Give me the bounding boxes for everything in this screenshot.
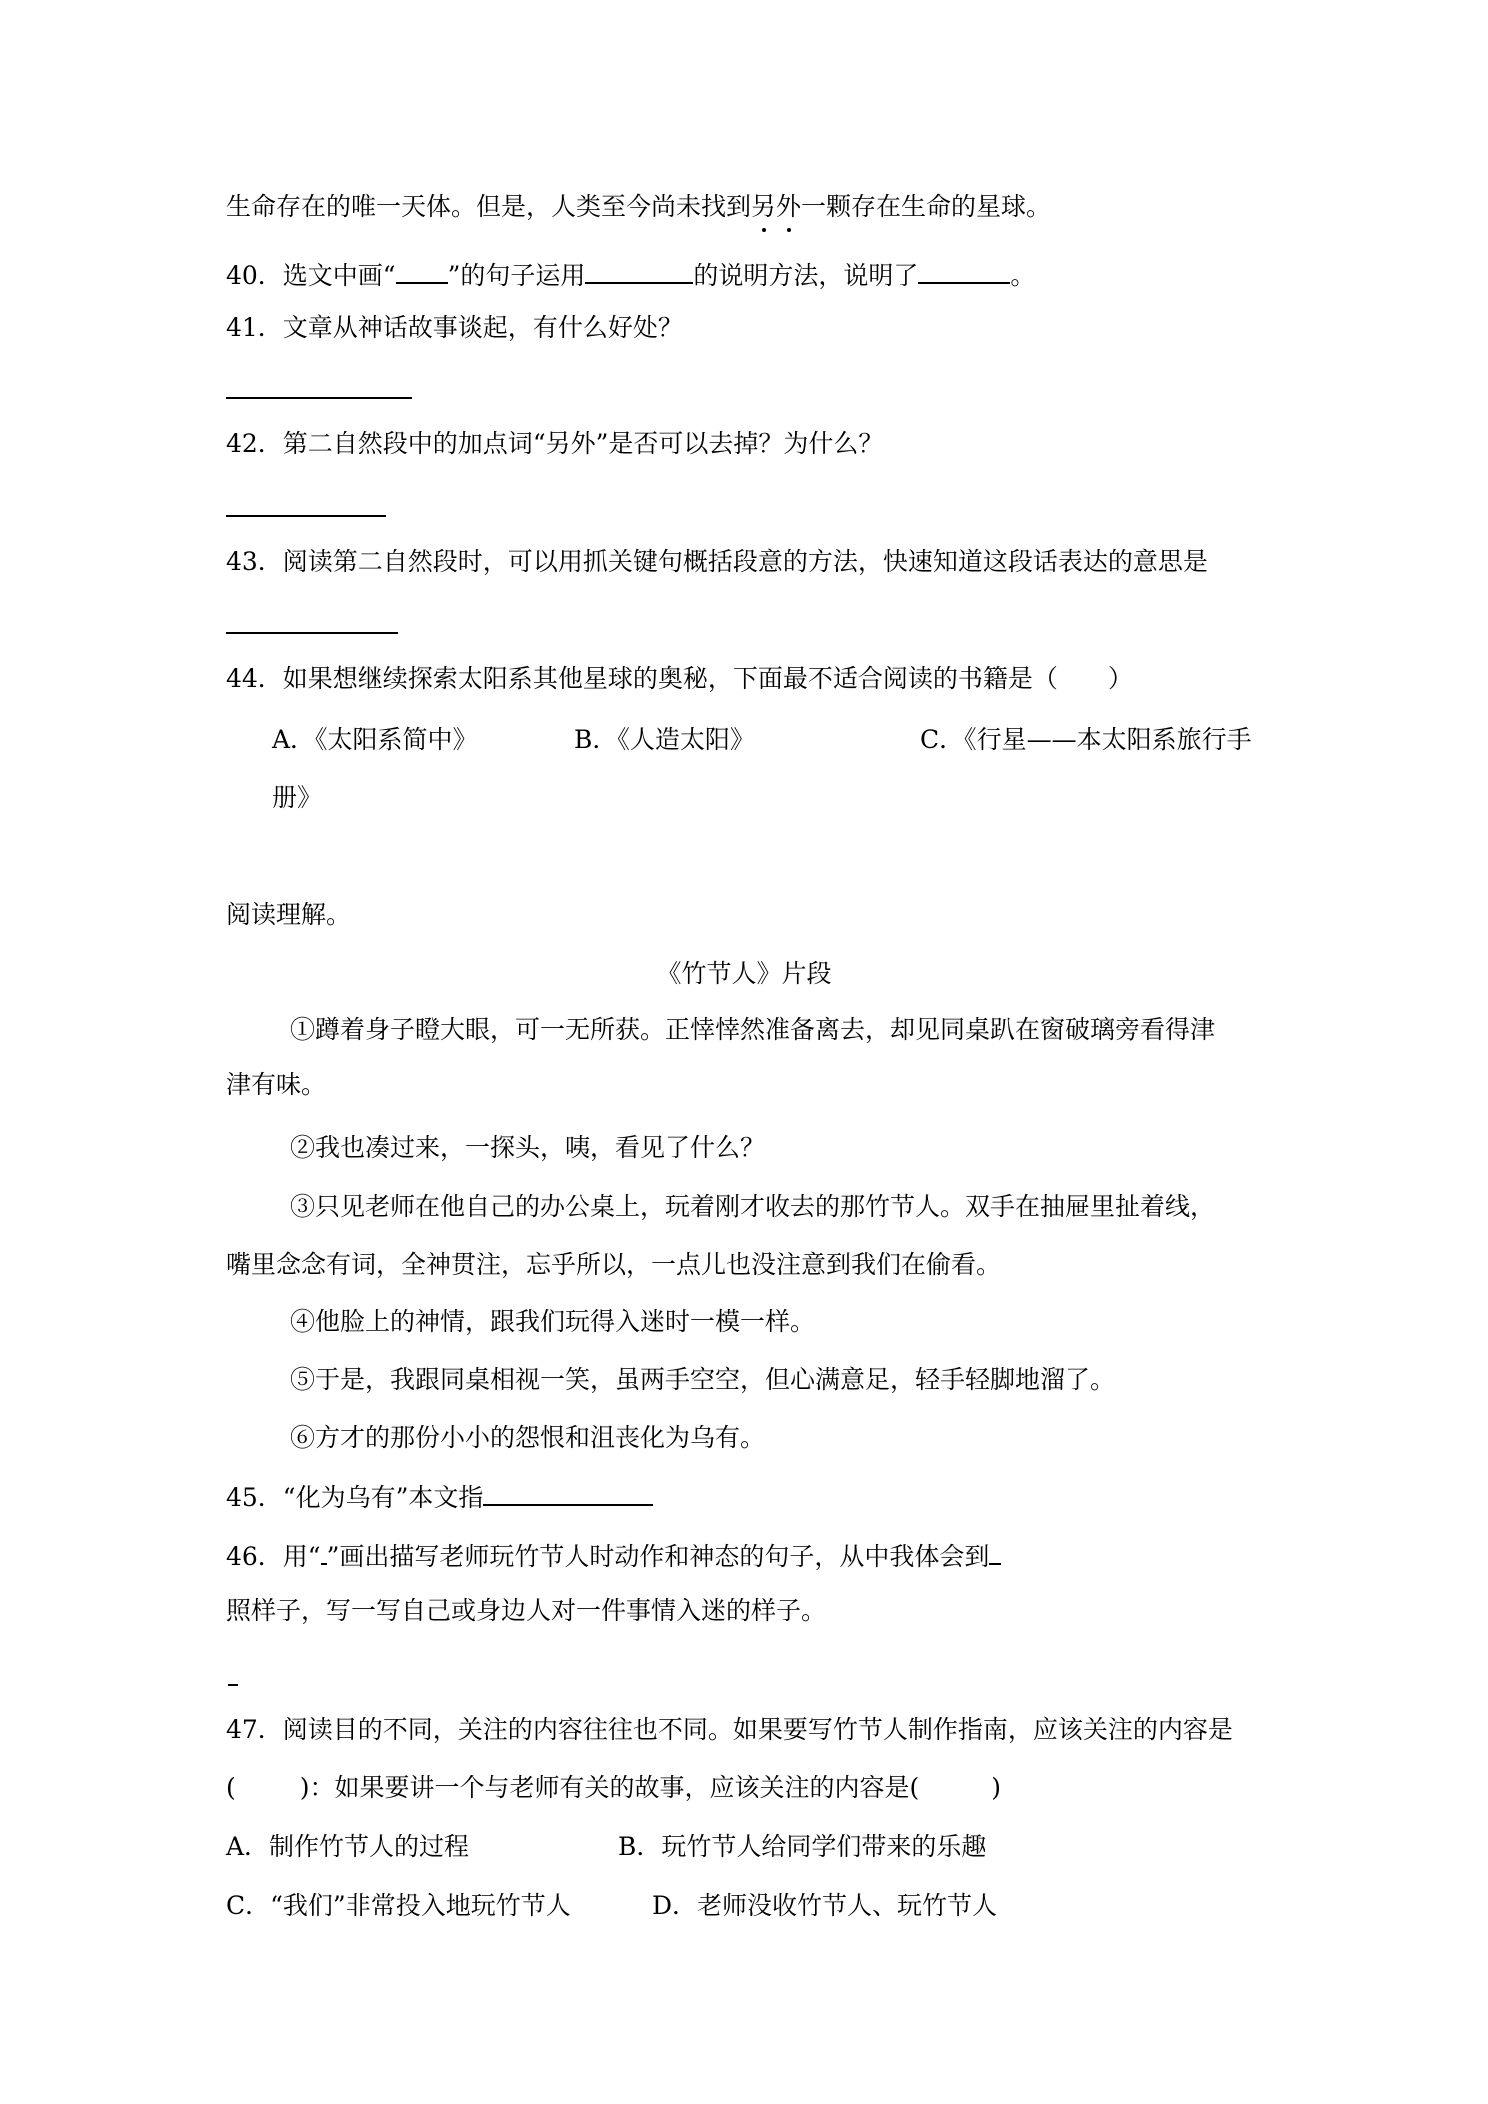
q40-text-c: 的说明方法，说明了: [693, 261, 919, 290]
passage-line: [226, 190, 1051, 224]
question-44: 44．如果想继续探索太阳系其他星球的奥秘，下面最不适合阅读的书籍是（ ）: [226, 664, 1133, 693]
q47-option-a[interactable]: A．制作竹节人的过程: [226, 1832, 470, 1861]
question-42: 42．第二自然段中的加点词“另外”是否可以去掉？为什么？: [226, 429, 884, 458]
dotted-char: 另: [751, 190, 776, 224]
question-43: 43．阅读第二自然段时，可以用抓关键句概括段意的方法，快速知道这段话表达的意思是: [226, 547, 1208, 576]
question-46: [226, 1537, 1001, 1574]
question-45: [226, 1478, 653, 1515]
q44-option-c-cont: 册》: [272, 783, 323, 812]
q46-text-a: 46．用“: [226, 1542, 321, 1571]
paragraph-4: ④他脸上的神情，跟我们玩得入迷时一模一样。: [290, 1307, 816, 1336]
q47-option-d[interactable]: D．老师没收竹节人、玩竹节人: [652, 1891, 998, 1920]
q47-option-b[interactable]: B．玩竹节人给同学们带来的乐趣: [618, 1832, 987, 1861]
q46-text-b: ”画出描写老师玩竹节人时动作和神态的句子，从中我体会到: [326, 1542, 990, 1571]
q45-blank[interactable]: [483, 1478, 653, 1506]
question-41: 41．文章从神话故事谈起，有什么好处？: [226, 313, 683, 342]
q40-text-a: 40．选文中画“: [226, 261, 396, 290]
q47-paren-close: ): [991, 1773, 1002, 1802]
answer-line-43[interactable]: [226, 632, 398, 634]
paragraph-2: ②我也凑过来，一探头，咦，看见了什么？: [290, 1133, 766, 1162]
paragraph-1-cont: 津有味。: [226, 1070, 327, 1099]
q44-option-a[interactable]: A．《太阳系简中》: [272, 725, 478, 754]
paragraph-5: ⑤于是，我跟同桌相视一笑，虽两手空空，但心满意足，轻手轻脚地溜了。: [290, 1365, 1116, 1394]
paragraph-3: ③只见老师在他自己的办公桌上，玩着刚才收去的那竹节人。双手在抽屉里扯着线，: [290, 1192, 1216, 1221]
answer-line-42[interactable]: [226, 515, 386, 517]
question-47: 47．阅读目的不同，关注的内容往往也不同。如果要写竹节人制作指南，应该关注的内容是: [226, 1715, 1233, 1744]
dotted-char: 外: [776, 190, 801, 224]
q47-option-c[interactable]: C．“我们”非常投入地玩竹节人: [226, 1891, 571, 1920]
q46-blank[interactable]: [989, 1537, 1001, 1565]
question-47-line2: [226, 1771, 1001, 1805]
answer-line-41[interactable]: [226, 397, 412, 399]
q47-paren-open: (: [226, 1773, 236, 1802]
section-label: 阅读理解。: [226, 900, 352, 929]
passage-text-start: 生命存在的唯一天体。但是，人类至今尚未找到: [226, 192, 752, 221]
q40-text-b: ”的句子运用: [447, 261, 586, 290]
passage-title: 《竹节人》片段: [656, 959, 832, 988]
q40-blank-3[interactable]: [918, 256, 1010, 284]
paragraph-6: ⑥方才的那份小小的怨恨和沮丧化为乌有。: [290, 1423, 766, 1452]
q44-option-b[interactable]: B．《人造太阳》: [574, 725, 755, 754]
paragraph-3-cont: 嘴里念念有词，全神贯注，忘乎所以，一点儿也没注意到我们在偷看。: [226, 1250, 1002, 1279]
question-40: [226, 256, 1035, 293]
passage-text-end: 一颗存在生命的星球。: [801, 192, 1052, 221]
answer-line-46[interactable]: [228, 1684, 238, 1686]
question-46-line2: 照样子，写一写自己或身边人对一件事情入迷的样子。: [226, 1596, 827, 1625]
q45-text: 45．“化为乌有”本文指: [226, 1483, 484, 1512]
q40-blank-1[interactable]: [396, 256, 448, 284]
q40-text-d: 。: [1010, 261, 1036, 290]
q44-option-c[interactable]: C．《行星——本太阳系旅行手: [920, 725, 1252, 754]
q47-line2-text: )：如果要讲一个与老师有关的故事，应该关注的内容是(: [299, 1773, 920, 1802]
paragraph-1: ①蹲着身子瞪大眼，可一无所获。正悻悻然准备离去，却见同桌趴在窗破璃旁看得津: [290, 1015, 1216, 1044]
q40-blank-2[interactable]: [585, 256, 693, 284]
